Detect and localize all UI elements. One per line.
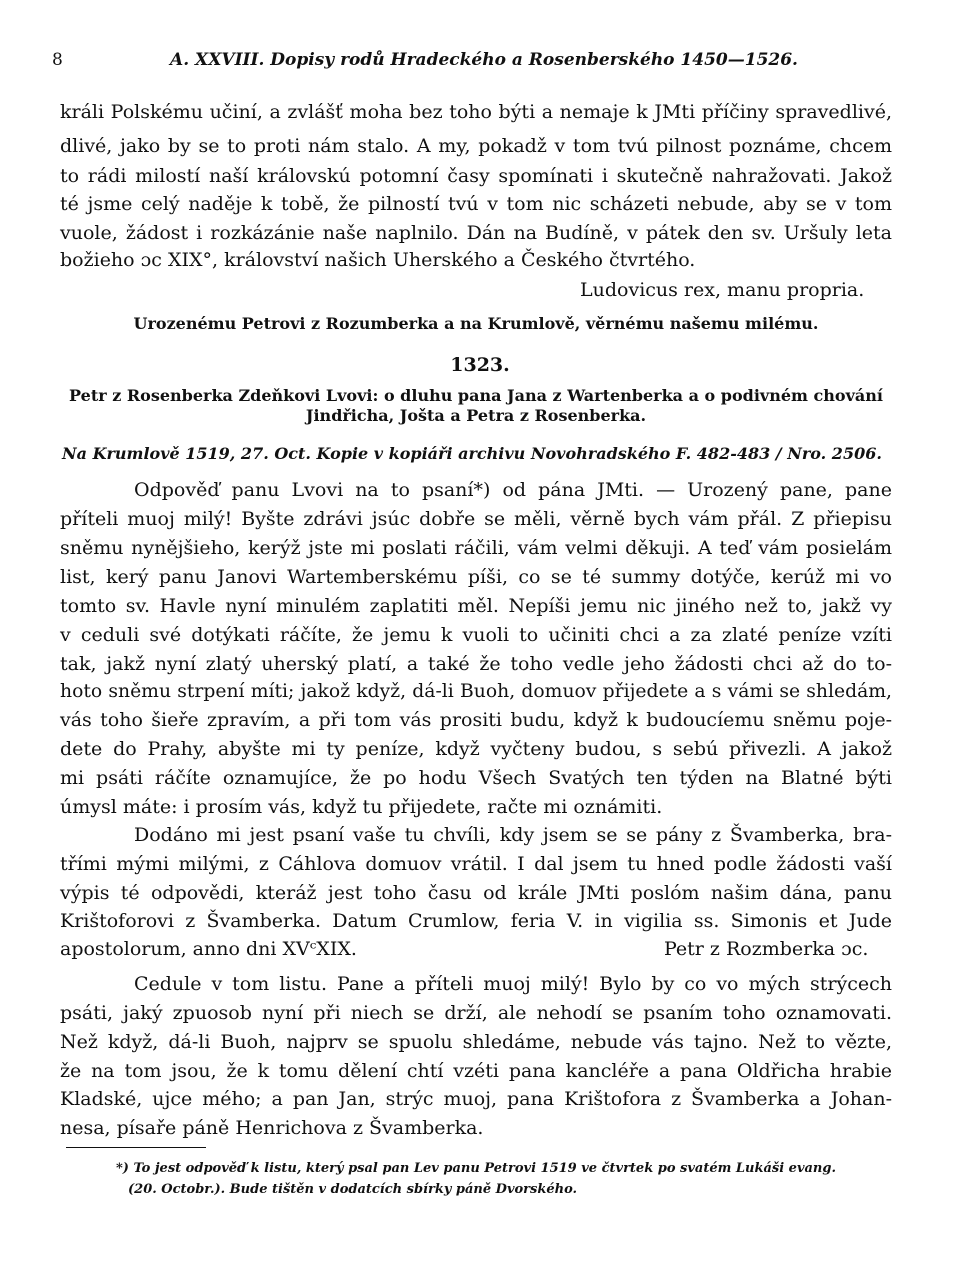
text-line: psáti, jaký zpuosob nyní při niech se drží, ale nehodí se psaním toho oznamovati. xyxy=(60,1002,892,1024)
text-line: nesa, písaře páně Henrichova z Švamberka. xyxy=(60,1117,484,1139)
text-line: té jsme celý naděje k tobě, že pilností tvú v tom nic scházeti nebude, aby se v tom xyxy=(60,193,892,215)
footnote-divider xyxy=(66,1147,206,1148)
footnote-line: *) To jest odpověď k listu, který psal pan Lev panu Petrovi 1519 ve čtvrtek po svatém Lukáši evang. xyxy=(116,1161,837,1176)
text-line: sněmu nynějšieho, kerýž jste mi poslati ráčili, vám velmi děkuji. A teď vám posielám xyxy=(60,537,892,559)
letter-signature: Petr z Rozmberka ɔc. xyxy=(664,938,869,960)
text-line: úmysl máte: i prosím vás, když tu přijedete, račte mi oznámiti. xyxy=(60,796,663,818)
text-line: mi psáti ráčíte oznamujíce, že po hodu Všech Svatých ten týden na Blatné býti xyxy=(60,767,892,789)
document-source: Na Krumlově 1519, 27. Oct. Kopie v kopiáři archivu Novohradského F. 482-483 / Nro. 2506. xyxy=(62,444,882,463)
document-summary: Petr z Rosenberka Zdeňkovi Lvovi: o dluhu pana Jana z Wartenberka a o podivném chování xyxy=(69,386,883,405)
text-line: vás toho šieře zpravím, a při tom vás prositi budu, když k budoucíemu sněmu poje- xyxy=(60,709,892,731)
text-line: tak, jakž nyní zlatý uherský platí, a také že toho vedle jeho žádosti chci až do to- xyxy=(60,653,892,675)
text-line: apostolorum, anno dni XVᶜXIX. xyxy=(60,938,357,960)
text-line: Než když, dá-li Buoh, najprv se spuolu shledáme, nebude vás tajno. Než to vězte, xyxy=(60,1031,892,1053)
text-line: tomto sv. Havle nyní minulém zaplatiti měl. Nepíši jemu nic jiného než to, jakž vy xyxy=(60,595,892,617)
running-title: A. XXVIII. Dopisy rodů Hradeckého a Rosenberského 1450—1526. xyxy=(170,50,798,70)
text-line: list, kerý panu Janovi Wartemberskému píši, co se té summy dotýče, kerúž mi vo xyxy=(60,566,892,588)
text-line: Cedule v tom listu. Pane a příteli muoj milý! Bylo by co vo mých strýcech xyxy=(134,973,892,995)
footnote-line: (20. Octobr.). Bude tištěn v dodatcích sbírky páně Dvorského. xyxy=(128,1182,578,1197)
running-head xyxy=(52,50,900,74)
text-line: vuole, žádost i rozkázánie naše naplnilo. Dán na Budíně, v pátek den sv. Uršuly leta xyxy=(60,222,892,244)
text-line: výpis té odpovědi, kteráž jest toho času od krále JMti poslóm našim dána, panu xyxy=(60,882,892,904)
text-line: že na tom jsou, že k tomu dělení chtí vzéti pana kancléře a pana Oldřicha hrabie xyxy=(60,1060,892,1082)
text-line: králi Polskému učiní, a zvlášť moha bez toho býti a nemaje k JMti příčiny spravedlivé, xyxy=(60,101,892,123)
text-line: dlivé, jako by se to proti nám stalo. A my, pokadž v tom tvú pilnost poznáme, chcem xyxy=(60,135,892,157)
text-line: dete do Prahy, abyšte mi ty peníze, když vyčteny budou, s sebú přivezli. A jakož xyxy=(60,738,892,760)
text-line: Dodáno mi jest psaní vaše tu chvíli, kdy jsem se se pány z Švamberka, bra- xyxy=(134,824,892,846)
page-number: 8 xyxy=(52,50,63,70)
text-line: Odpověď panu Lvovi na to psaní*) od pána JMti. — Urozený pane, pane xyxy=(134,479,892,501)
document-summary: Jindřicha, Jošta a Petra z Rosenberka. xyxy=(305,406,647,425)
royal-signature: Ludovicus rex, manu propria. xyxy=(580,279,865,301)
text-line: Kladské, ujce mého; a pan Jan, strýc muoj, pana Krištofora z Švamberka a Johan- xyxy=(60,1088,892,1110)
text-line: v ceduli své dotýkati ráčíte, že jemu k vuoli to učiniti chci a za zlaté peníze vzíti xyxy=(60,624,892,646)
text-line: hoto sněmu strpení míti; jakož když, dá-li Buoh, domuov přijedete a s vámi se shledám, xyxy=(60,681,892,702)
text-line: třími mými milými, z Cáhlova domuov vrátil. I dal jsem tu hned podle žádosti vaší xyxy=(60,853,892,875)
letter-address: Urozenému Petrovi z Rozumberka a na Krumlově, věrnému našemu milému. xyxy=(133,314,819,333)
text-line: to rádi milostí naší královskú potomní časy spomínati i skutečně nahražovati. Jakož xyxy=(60,165,892,187)
document-number: 1323. xyxy=(450,354,510,376)
text-line: příteli muoj milý! Byšte zdrávi jsúc dobře se měli, věrně bych vám přál. Z přiepisu xyxy=(60,508,892,530)
text-line: Krištoforovi z Švamberka. Datum Crumlow, feria V. in vigilia ss. Simonis et Jude xyxy=(60,910,892,932)
text-line: božieho ɔc XIX°, království našich Uherského a Českého čtvrtého. xyxy=(60,249,696,271)
